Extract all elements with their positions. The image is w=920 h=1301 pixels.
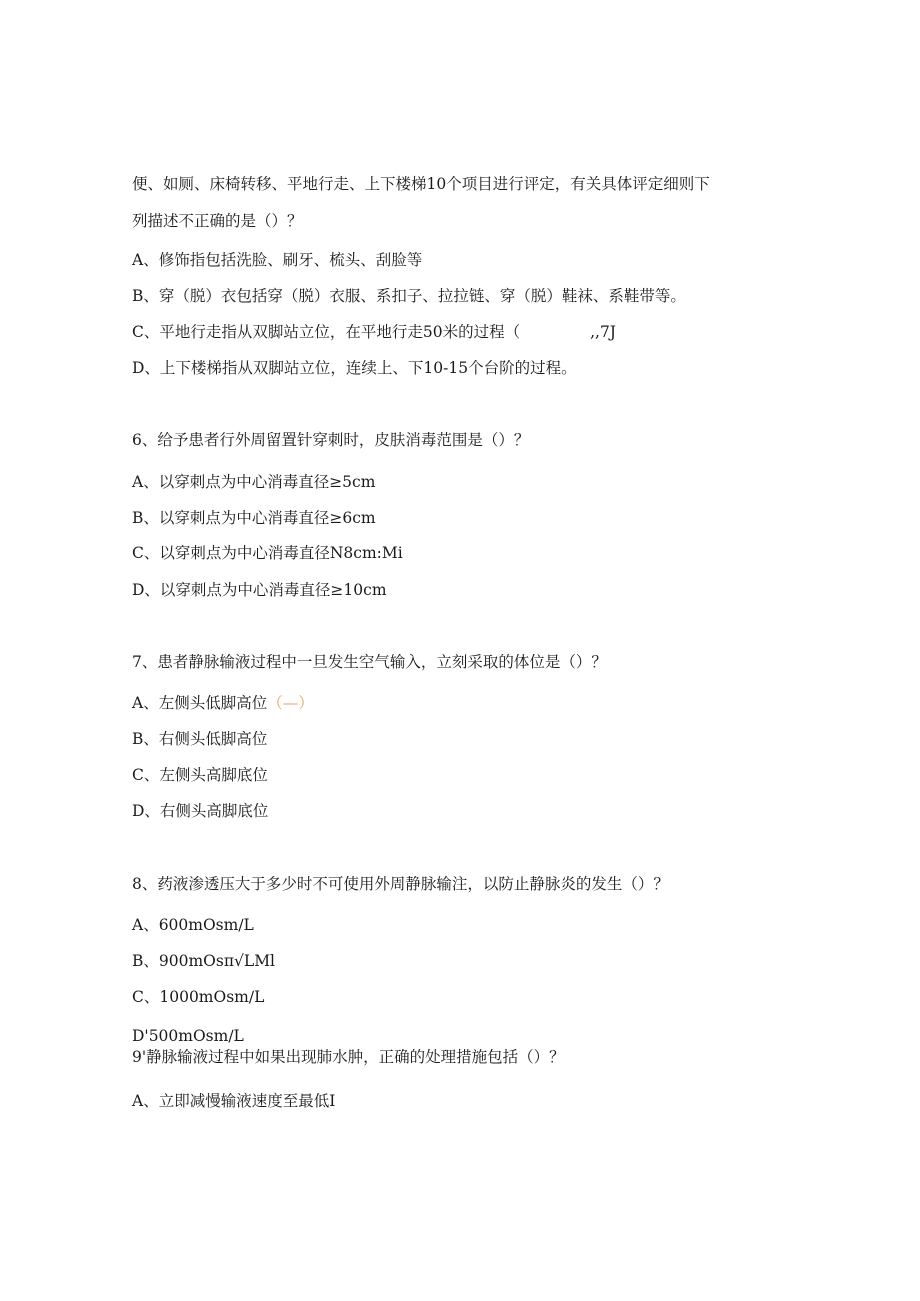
q8-stem: 8、药液渗透压大于多少时不可使用外周静脉输注，以防止静脉炎的发生（）？ [132, 875, 669, 893]
q5-option-c-tail: ,,7J [590, 323, 617, 341]
q5-option-b: B、穿（脱）衣包括穿（脱）衣服、系扣子、拉拉链、穿（脱）鞋袜、系鞋带等。 [132, 287, 686, 305]
q6-option-b: B、以穿刺点为中心消毒直径≥6cm [132, 509, 376, 527]
q6-option-a: A、以穿刺点为中心消毒直径≥5cm [132, 473, 376, 491]
q9-option-a: A、立即减慢输液速度至最低I [132, 1092, 336, 1110]
q7-option-c: C、左侧头高脚底位 [132, 766, 268, 784]
q8-option-d: D'500mOsm∕L [132, 1027, 244, 1045]
q7-option-d: D、右侧头高脚底位 [132, 802, 269, 820]
q6-stem: 6、给予患者行外周留置针穿刺时，皮肤消毒范围是（）？ [132, 431, 530, 449]
q7-option-a-mark: （—） [267, 694, 314, 712]
q8-option-b: B、900mOsπ√LMl [132, 952, 276, 970]
q6-option-c: C、以穿刺点为中心消毒直径N8cm:Mi [132, 544, 403, 562]
q8-option-c: C、1000mOsm∕L [132, 988, 265, 1006]
q7-stem: 7、患者静脉输液过程中一旦发生空气输入，立刻采取的体位是（）？ [132, 653, 607, 671]
q5-option-c-text: C、平地行走指从双脚站立位，在平地行走50米的过程（ [132, 323, 521, 341]
q9-stem: 9'静脉输液过程中如果出现肺水肿，正确的处理措施包括（）？ [132, 1048, 565, 1066]
q5-stem-line2: 列描述不正确的是（）？ [132, 212, 303, 230]
q8-option-a: A、600mOsm∕L [132, 916, 254, 934]
q5-stem-line1: 便、如厕、床椅转移、平地行走、上下楼梯10个项目进行评定，有关具体评定细则下 [132, 175, 710, 193]
q5-option-a: A、修饰指包括洗脸、刷牙、梳头、刮脸等 [132, 251, 423, 269]
q7-option-a [132, 693, 314, 713]
q7-option-a-text: A、左侧头低脚高位 [132, 694, 268, 712]
q5-option-d: D、上下楼梯指从双脚站立位，连续上、下10-15个台阶的过程。 [132, 359, 577, 377]
q6-option-d: D、以穿刺点为中心消毒直径≥10cm [132, 581, 387, 599]
q5-option-c [132, 322, 616, 342]
q7-option-b: B、右侧头低脚高位 [132, 730, 268, 748]
